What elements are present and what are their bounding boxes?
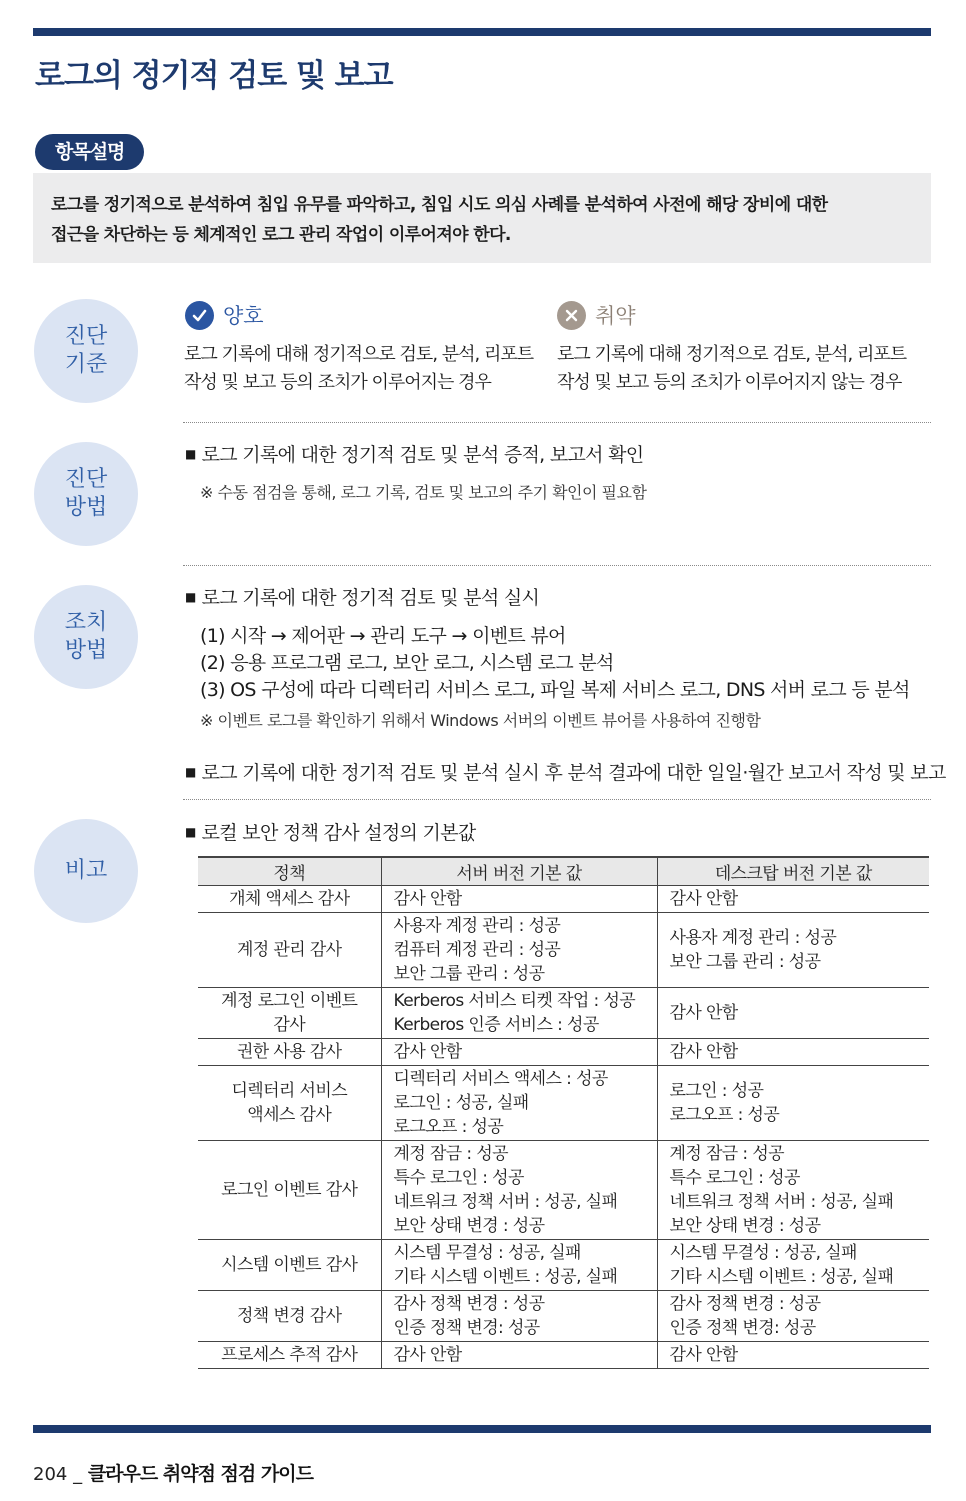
audit-policy-table: [198, 856, 929, 1369]
table-cell-desktop: 감사 안함: [657, 1038, 929, 1065]
item-description: [33, 173, 931, 263]
bad-title: 취약: [595, 304, 636, 328]
x-circle-icon: [557, 301, 586, 330]
table-cell-desktop: 계정 잠금 : 성공 특수 로그인 : 성공 네트워크 정책 서버 : 성공, 실패 보안 상태 변경 : 성공: [657, 1140, 929, 1239]
item-description-label: 항목설명: [35, 134, 144, 170]
table-cell-desktop: 감사 안함: [657, 987, 929, 1038]
good-text: 로그 기록에 대해 정기적으로 검토, 분석, 리포트 작성 및 보고 등의 조치가 이루어지는 경우: [184, 344, 534, 393]
footer-separator: _: [73, 1464, 83, 1485]
table-cell-desktop: 시스템 무결성 : 성공, 실패 기타 시스템 이벤트 : 성공, 실패: [657, 1239, 929, 1290]
table-cell-server: 사용자 계정 관리 : 성공 컴퓨터 계정 관리 : 성공 보안 그룹 관리 : 성공: [381, 912, 657, 987]
page-footer: [33, 1459, 313, 1486]
remarks-circle: [34, 819, 138, 923]
table-cell-server: 감사 안함: [381, 1341, 657, 1368]
table-cell-desktop: 로그인 : 성공 로그오프 : 성공: [657, 1065, 929, 1140]
table-cell-server: 감사 안함: [381, 1038, 657, 1065]
table-cell-policy: 계정 관리 감사: [198, 912, 381, 987]
bad-text: 로그 기록에 대해 정기적으로 검토, 분석, 리포트 작성 및 보고 등의 조치가 이루어지지 않는 경우: [557, 344, 907, 393]
table-row: [198, 1140, 929, 1239]
remarks-bullet: ■ 로컬 보안 정책 감사 설정의 기본값: [185, 818, 476, 845]
table-cell-desktop: 감사 안함: [657, 1341, 929, 1368]
table-header-policy: 정책: [198, 857, 381, 885]
bad-heading: [557, 300, 636, 330]
action-step-2: (2) 응용 프로그램 로그, 보안 로그, 시스템 로그 분석: [200, 652, 614, 674]
method-note: ※ 수동 점검을 통해, 로그 기록, 검토 및 보고의 주기 확인이 필요함: [200, 483, 647, 502]
criteria-circle: [34, 299, 138, 403]
table-cell-desktop: 감사 정책 변경 : 성공 인증 정책 변경: 성공: [657, 1290, 929, 1341]
top-rule: [33, 28, 931, 36]
table-cell-server: 계정 잠금 : 성공 특수 로그인 : 성공 네트워크 정책 서버 : 성공, 실패 보안 상태 변경 : 성공: [381, 1140, 657, 1239]
divider: [183, 799, 931, 800]
table-row: [198, 1341, 929, 1368]
action-bullet-1: ■ 로그 기록에 대한 정기적 검토 및 분석 실시: [185, 583, 539, 610]
book-title: 클라우드 취약점 점검 가이드: [87, 1463, 313, 1485]
table-cell-policy: 권한 사용 감사: [198, 1038, 381, 1065]
table-cell-policy: 디렉터리 서비스 액세스 감사: [198, 1065, 381, 1140]
table-cell-server: 디렉터리 서비스 액세스 : 성공 로그인 : 성공, 실패 로그오프 : 성공: [381, 1065, 657, 1140]
table-header-desktop: 데스크탑 버전 기본 값: [657, 857, 929, 885]
page-number: 204: [33, 1464, 68, 1485]
table-cell-policy: 프로세스 추적 감사: [198, 1341, 381, 1368]
page-title: 로그의 정기적 검토 및 보고: [35, 58, 393, 94]
table-header-row: [198, 857, 929, 885]
table-cell-policy: 정책 변경 감사: [198, 1290, 381, 1341]
table-cell-policy: 로그인 이벤트 감사: [198, 1140, 381, 1239]
bottom-rule: [33, 1425, 931, 1433]
table-row: [198, 1038, 929, 1065]
table-cell-policy: 계정 로그인 이벤트 감사: [198, 987, 381, 1038]
table-row: [198, 987, 929, 1038]
table-row: [198, 1065, 929, 1140]
table-cell-desktop: 감사 안함: [657, 885, 929, 912]
good-heading: [185, 300, 264, 330]
table-row: [198, 885, 929, 912]
table-cell-policy: 시스템 이벤트 감사: [198, 1239, 381, 1290]
item-description-text: 로그를 정기적으로 분석하여 침입 유무를 파악하고, 침입 시도 의심 사례를 분석하여 사전에 해당 장비에 대한 접근을 차단하는 등 체계적인 로그 관리 작업이 이루어져야 한다.: [51, 195, 828, 245]
method-bullet: ■ 로그 기록에 대한 정기적 검토 및 분석 증적, 보고서 확인: [185, 440, 643, 467]
divider: [183, 565, 931, 566]
check-circle-icon: [185, 301, 214, 330]
remarks-label: 비고: [64, 858, 108, 883]
action-label: 조치 방법: [64, 610, 108, 663]
table-cell-policy: 개체 액세스 감사: [198, 885, 381, 912]
table-cell-server: 감사 안함: [381, 885, 657, 912]
table-row: [198, 912, 929, 987]
action-bullet-2: ■ 로그 기록에 대한 정기적 검토 및 분석 실시 후 분석 결과에 대한 일일·월간 보고서 작성 및 보고: [185, 758, 946, 785]
table-row: [198, 1290, 929, 1341]
method-circle: [34, 442, 138, 546]
action-step-3: (3) OS 구성에 따라 디렉터리 서비스 로그, 파일 복제 서비스 로그, DNS 서버 로그 등 분석: [200, 679, 910, 701]
divider: [183, 422, 931, 423]
action-note: ※ 이벤트 로그를 확인하기 위해서 Windows 서버의 이벤트 뷰어를 사용하여 진행함: [200, 711, 761, 730]
table-header-server: 서버 버전 기본 값: [381, 857, 657, 885]
table-row: [198, 1239, 929, 1290]
table-cell-server: Kerberos 서비스 티켓 작업 : 성공 Kerberos 인증 서비스 : 성공: [381, 987, 657, 1038]
action-circle: [34, 585, 138, 689]
table-cell-server: 시스템 무결성 : 성공, 실패 기타 시스템 이벤트 : 성공, 실패: [381, 1239, 657, 1290]
criteria-label: 진단 기준: [64, 324, 108, 377]
table-cell-server: 감사 정책 변경 : 성공 인증 정책 변경: 성공: [381, 1290, 657, 1341]
table-cell-desktop: 사용자 계정 관리 : 성공 보안 그룹 관리 : 성공: [657, 912, 929, 987]
method-label: 진단 방법: [64, 467, 108, 520]
good-title: 양호: [223, 304, 264, 328]
action-step-1: (1) 시작 → 제어판 → 관리 도구 → 이벤트 뷰어: [200, 625, 566, 647]
